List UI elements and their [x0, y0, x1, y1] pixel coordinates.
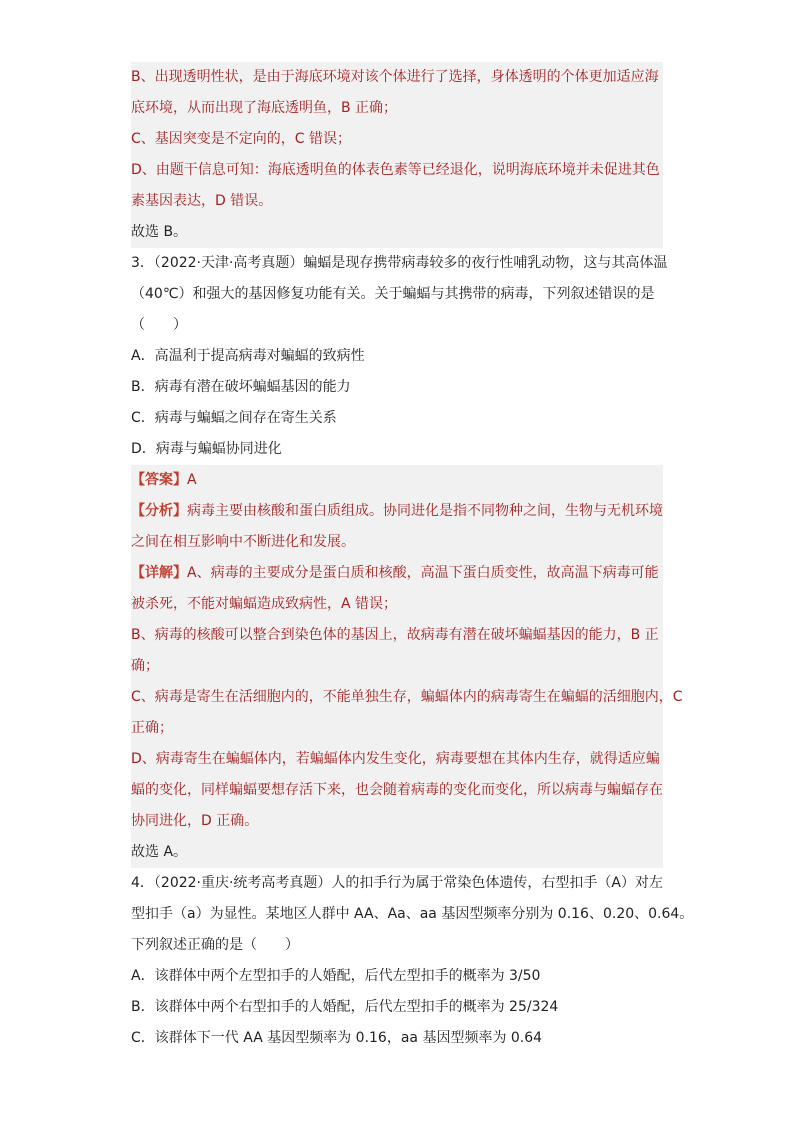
question-4	[131, 868, 694, 1054]
option-a: A．该群体中两个左型扣手的人婚配，后代左型扣手的概率为 3/50	[131, 968, 541, 984]
analysis-line: 底环境，从而出现了海底透明鱼，B 正确；	[131, 100, 398, 116]
previous-analysis-block	[131, 62, 663, 248]
analysis-line: 之间在相互影响中不断进化和发展。	[131, 534, 355, 550]
detail-text: A、病毒的主要成分是蛋白质和核酸，高温下蛋白质变性，故高温下病毒可能	[187, 565, 659, 581]
option-a: A．高温利于提高病毒对蝙蝠的致病性	[131, 348, 365, 364]
detail-line: B、病毒的核酸可以整合到染色体的基因上，故病毒有潜在破坏蝙蝠基因的能力，B 正	[131, 627, 659, 643]
question-stem-line: 4．（2022·重庆·统考高考真题）人的扣手行为属于常染色体遗传，右型扣手（A）对左	[131, 875, 664, 891]
document-page	[131, 62, 694, 1054]
detail-line: 被杀死，不能对蝙蝠造成致病性，A 错误；	[131, 596, 398, 612]
analysis-line: D、由题干信息可知：海底透明鱼的体表色素等已经退化，说明海底环境并未促进其色	[131, 162, 660, 178]
detail-line: 确；	[131, 658, 159, 674]
detail-tag: 【详解】	[131, 565, 187, 581]
option-b: B．病毒有潜在破坏蝙蝠基因的能力	[131, 379, 351, 395]
question-stem-line: 下列叙述正确的是（ ）	[131, 937, 299, 953]
analysis-line: C、基因突变是不定向的，C 错误；	[131, 131, 352, 147]
question-stem-line: 3．（2022·天津·高考真题）蝙蝠是现存携带病毒较多的夜行性哺乳动物，这与其高体温	[131, 255, 668, 271]
conclusion-line: 故选 B。	[131, 224, 188, 240]
conclusion-line: 故选 A。	[131, 844, 188, 860]
detail-line: 正确；	[131, 720, 173, 736]
analysis-text: 病毒主要由核酸和蛋白质组成。协同进化是指不同物种之间，生物与无机环境	[187, 503, 663, 519]
option-c: C．该群体下一代 AA 基因型频率为 0.16，aa 基因型频率为 0.64	[131, 1030, 543, 1046]
question-stem-line: （ ）	[131, 317, 187, 333]
detail-line: D、病毒寄生在蝙蝠体内，若蝙蝠体内发生变化，病毒要想在其体内生存，就得适应蝙	[131, 751, 660, 767]
analysis-tag: 【分析】	[131, 503, 187, 519]
detail-line: C、病毒是寄生在活细胞内的，不能单独生存，蝙蝠体内的病毒寄生在蝙蝠的活细胞内，C	[131, 689, 683, 705]
option-d: D．病毒与蝙蝠协同进化	[131, 441, 282, 457]
detail-line: 协同进化，D 正确。	[131, 813, 259, 829]
analysis-line: B、出现透明性状，是由于海底环境对该个体进行了选择，身体透明的个体更加适应海	[131, 69, 659, 85]
question-stem-line: （40℃）和强大的基因修复功能有关。关于蝙蝠与其携带的病毒，下列叙述错误的是	[131, 286, 655, 302]
analysis-line: 素基因表达，D 错误。	[131, 193, 273, 209]
detail-line: 蝠的变化，同样蝙蝠要想存活下来，也会随着病毒的变化而变化，所以病毒与蝙蝠存在	[131, 782, 663, 798]
detail-line	[131, 558, 663, 589]
analysis-line	[131, 496, 663, 527]
answer-value: A	[187, 472, 197, 488]
question-stem-line: 型扣手（a）为显性。某地区人群中 AA、Aa、aa 基因型频率分别为 0.16、0.20、0.64。	[131, 906, 694, 922]
answer-tag: 【答案】	[131, 472, 187, 488]
answer-line	[131, 465, 663, 496]
question-3-solution-block	[131, 465, 683, 868]
question-3	[131, 248, 668, 465]
option-b: B．该群体中两个右型扣手的人婚配，后代左型扣手的概率为 25/324	[131, 999, 559, 1015]
option-c: C．病毒与蝙蝠之间存在寄生关系	[131, 410, 337, 426]
